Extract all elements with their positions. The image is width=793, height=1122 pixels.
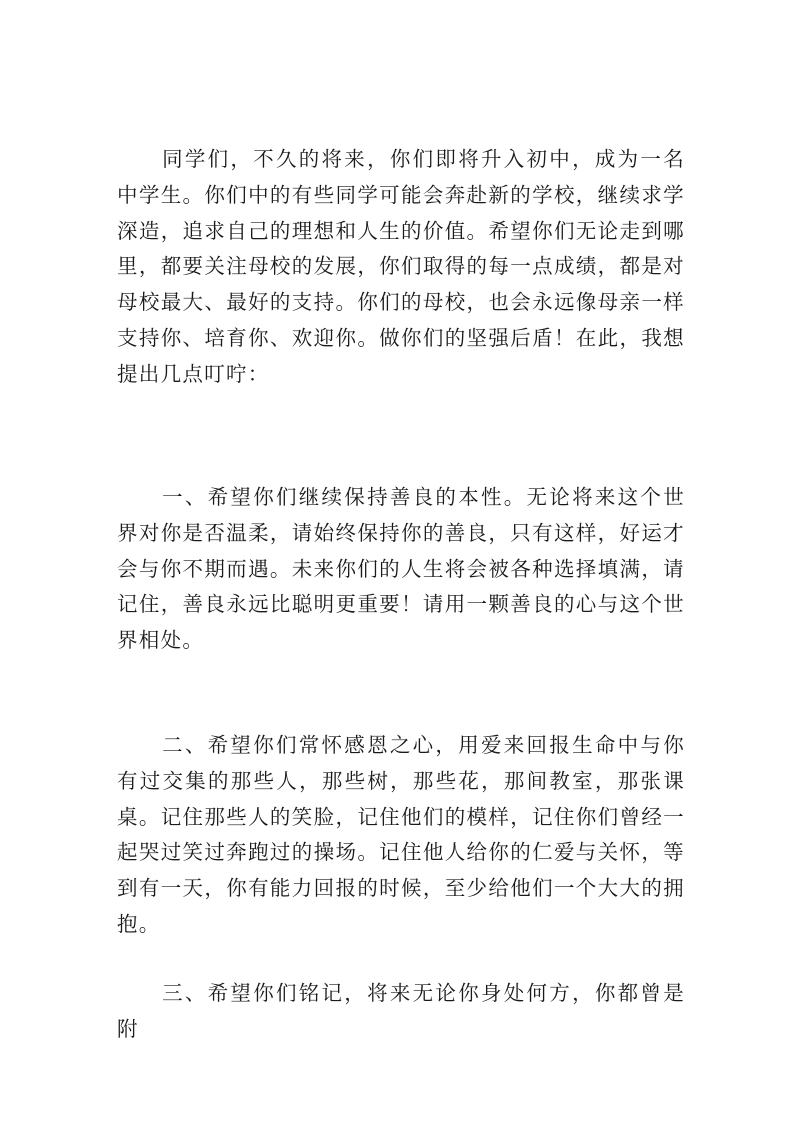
paragraph-point-one: 一、希望你们继续保持善良的本性。无论将来这个世界对你是否温柔，请始终保持你的善良，只有这样，好运才会与你不期而遇。未来你们的人生将会被各种选择填满，请记住，善良永远比聪明更重要！请用一颗善良的心与这个世界相处。 <box>117 485 685 653</box>
paragraph-intro: 同学们，不久的将来，你们即将升入初中，成为一名中学生。你们中的有些同学可能会奔赴新的学校，继续求学深造，追求自己的理想和人生的价值。希望你们无论走到哪里，都要关注母校的发展，你们取得的每一点成绩，都是对母校最大、最好的支持。你们的母校，也会永远像母亲一样支持你、培育你、欢迎你。做你们的坚强后盾！在此，我想提出几点叮咛： <box>117 147 685 386</box>
paragraph-point-three: 三、希望你们铭记，将来无论你身处何方，你都曾是附 <box>117 981 685 1041</box>
paragraph-point-two: 二、希望你们常怀感恩之心，用爱来回报生命中与你有过交集的那些人，那些树，那些花，那间教室，那张课桌。记住那些人的笑脸，记住他们的模样，记住你们曾经一起哭过笑过奔跑过的操场。记住他人给你的仁爱与关怀，等到有一天，你有能力回报的时候，至少给他们一个大大的拥抱。 <box>117 733 685 936</box>
